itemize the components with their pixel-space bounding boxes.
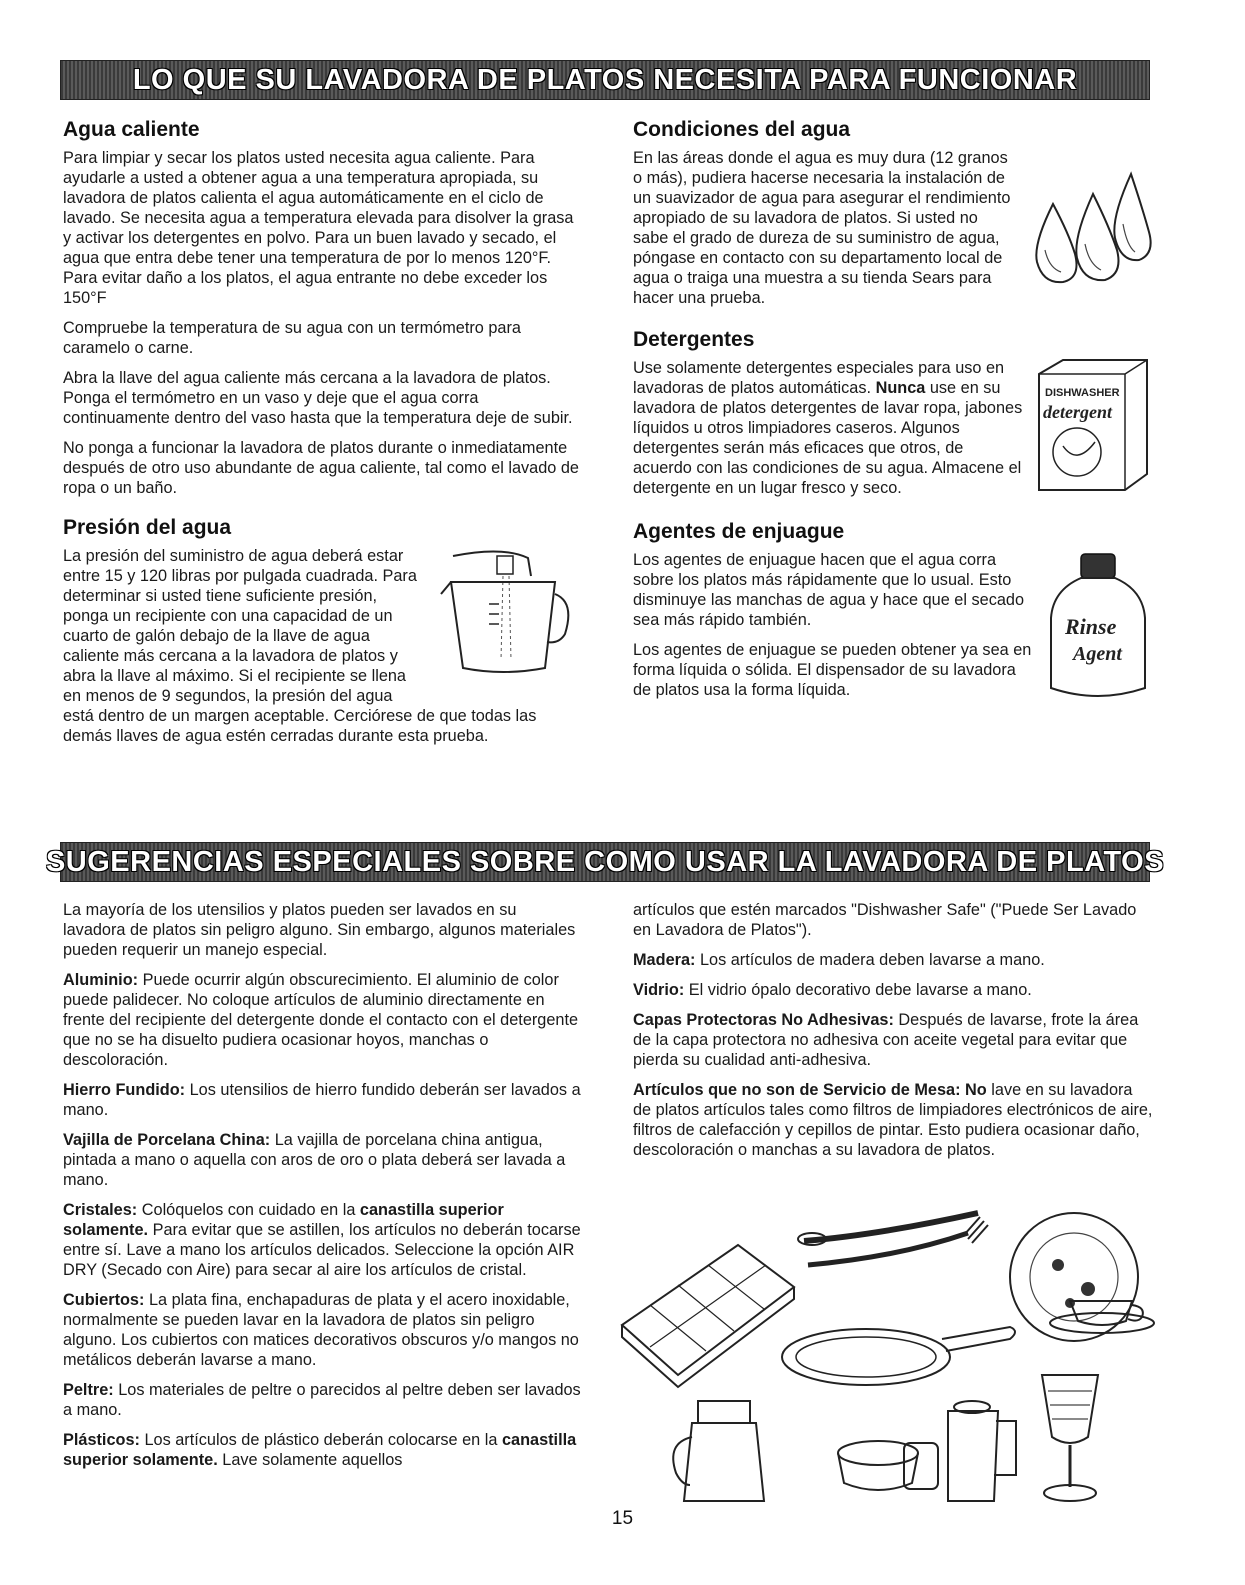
text: Los utensilios de hierro fundido deberán ser lavados a mano. bbox=[63, 1081, 581, 1119]
left-column-top bbox=[63, 118, 583, 756]
rinse-agent-bottle-illustration bbox=[1043, 548, 1153, 708]
bowls-icon bbox=[838, 1441, 938, 1490]
right-column-bottom bbox=[633, 900, 1153, 1170]
text: lave en su lavadora de platos artículos tales como filtros de limpiadores electrónicos de aire, filtros de calefacción y cepillos de pintar. Esto pudiera ocasionar daño, descoloración o manchas a su lavadora de platos. bbox=[633, 1081, 1153, 1159]
skillet-icon bbox=[782, 1327, 1015, 1385]
heading-condiciones: Condiciones del agua bbox=[633, 118, 851, 141]
paragraph-peltre bbox=[63, 1380, 583, 1420]
box-label-dishwasher: DISHWASHER bbox=[1045, 387, 1120, 399]
section-banner-needs bbox=[60, 60, 1150, 100]
bold-label: Cristales: bbox=[63, 1201, 138, 1219]
kitchenware-illustration bbox=[618, 1205, 1158, 1510]
bold-text: canastilla superior solamente. bbox=[63, 1431, 577, 1469]
paragraph-intro: La mayoría de los utensilios y platos pueden ser lavados en su lavadora de platos sin peligro alguno. Sin embargo, algunos materiales pueden requerir un manejo especial. bbox=[63, 901, 576, 959]
bold-label: Cubiertos: bbox=[63, 1291, 145, 1309]
banner-title: SUGERENCIAS ESPECIALES SOBRE COMO USAR LA LAVADORA DE PLATOS bbox=[45, 845, 1165, 878]
text: Lave solamente aquellos bbox=[222, 1451, 403, 1469]
left-column-bottom bbox=[63, 900, 583, 1480]
bold-text: Nunca bbox=[875, 379, 926, 397]
text: La plata fina, enchapaduras de plata y el acero inoxidable, normalmente se pueden lavar en la lavadora de platos sin peligro alguno. Los cubiertos con matices decorativos obscuros y/o mangos no metálicos deberán lavarse a mano. bbox=[63, 1291, 579, 1369]
paragraph: Compruebe la temperatura de su agua con un termómetro para caramelo o carne. bbox=[63, 319, 521, 357]
text: Puede ocurrir algún obscurecimiento. El aluminio de color puede palidecer. No coloque artículos de aluminio directamente en frente del recipiente del detergente donde el contacto con el detergente que no se ha disuelto pudiera ocasionar hoyos, manchas o descoloración. bbox=[63, 971, 579, 1069]
paragraph-capas bbox=[633, 1010, 1153, 1070]
bottle-label-rinse: Rinse bbox=[1065, 614, 1117, 639]
bold-label: Aluminio: bbox=[63, 971, 139, 989]
measuring-cup-illustration bbox=[433, 542, 583, 692]
bold-text: canastilla superior solamente. bbox=[63, 1201, 504, 1239]
pitcher-icon bbox=[948, 1401, 1016, 1501]
bold-label: Vidrio: bbox=[633, 981, 685, 999]
heading-detergentes: Detergentes bbox=[633, 328, 755, 351]
bold-label: Vajilla de Porcelana China: bbox=[63, 1131, 271, 1149]
paragraph-cubiertos bbox=[63, 1290, 583, 1370]
paragraph-madera bbox=[633, 950, 1153, 970]
bold-label: Plásticos: bbox=[63, 1431, 140, 1449]
teacup-icon bbox=[1050, 1301, 1154, 1333]
paragraph: En las áreas donde el agua es muy dura (12 granos o más), pudiera hacerse necesaria la instalación de un suavizador de agua para asegurar el rendimiento apropiado de su lavadora de platos. Si usted no sabe el grado de dureza de su suministro de agua, póngase en contacto con su departamento local de agua o traiga una muestra a su tienda Sears para hacer una prueba. bbox=[633, 149, 1011, 307]
paragraph: Los agentes de enjuague se pueden obtener ya sea en forma líquida o sólida. El dispensador de su lavadora de platos usa la forma líquida. bbox=[633, 641, 1032, 699]
banner-title: LO QUE SU LAVADORA DE PLATOS NECESITA PARA FUNCIONAR bbox=[132, 63, 1078, 96]
text: Los artículos de madera deben lavarse a mano. bbox=[699, 951, 1045, 969]
box-label-detergent: detergent bbox=[1043, 402, 1112, 422]
paragraph-cont: artículos que estén marcados "Dishwasher Safe" ("Puede Ser Lavado en Lavadora de Platos"). bbox=[633, 901, 1137, 939]
text: Para evitar que se astillen, los artículos no deberán tocarse entre sí. Lave a mano los artículos delicados. Seleccione la opción AIR DRY (Secado con Aire) para secar al aire los artículos de cristal. bbox=[63, 1221, 581, 1279]
right-column-top bbox=[633, 118, 1153, 710]
text: use en su lavadora de platos detergentes de lavar ropa, jabones líquidos u otros limpiadores caseros. Algunos detergentes serán más eficaces que otros, de acuerdo con las condiciones de su agua. Almacene el detergente en un lugar fresco y seco. bbox=[633, 379, 1023, 497]
bold-label: Capas Protectoras No Adhesivas: bbox=[633, 1011, 894, 1029]
heading-agua-caliente: Agua caliente bbox=[63, 118, 200, 141]
coffee-pot-icon bbox=[673, 1401, 764, 1501]
paragraph-cristales bbox=[63, 1200, 583, 1280]
paragraph: No ponga a funcionar la lavadora de platos durante o inmediatamente después de otro uso abundante de agua caliente, tal como el lavado de ropa o un baño. bbox=[63, 439, 579, 497]
bold-label: Hierro Fundido: bbox=[63, 1081, 186, 1099]
text: El vidrio ópalo decorativo debe lavarse a mano. bbox=[688, 981, 1032, 999]
section-banner-tips bbox=[45, 842, 1165, 882]
paragraph-aluminio bbox=[63, 970, 583, 1070]
heading-agentes: Agentes de enjuague bbox=[633, 520, 845, 543]
paragraph-articulos bbox=[633, 1080, 1153, 1160]
paragraph: Abra la llave del agua caliente más cercana a la lavadora de platos. Ponga el termómetro en un vaso y deje que el agua corra continuamente dentro del vaso hasta que la temperatura deje de subir. bbox=[63, 369, 573, 427]
heading-presion: Presión del agua bbox=[63, 516, 232, 539]
cutlery-icon bbox=[798, 1213, 988, 1265]
text: La vajilla de porcelana china antigua, pintada a mano o aquella con aros de oro o plata deberá ser lavada a mano. bbox=[63, 1131, 566, 1189]
paragraph: Para limpiar y secar los platos usted necesita agua caliente. Para ayudarle a usted a obtener agua a una temperatura apropiada, su lavadora de platos calienta el agua automáticamente en el ciclo de lavado. Se necesita agua a temperatura elevada para disolver la grasa y activar los detergentes en polvo. Para un buen lavado y secado, el agua que entra debe tener una temperatura de por lo menos 120°F. Para evitar daño a los platos, el agua entrante no debe exceder los 150°F bbox=[63, 149, 574, 307]
paragraph-hierro bbox=[63, 1080, 583, 1120]
paragraph-porcelana bbox=[63, 1130, 583, 1190]
bottle-label-agent: Agent bbox=[1073, 643, 1122, 665]
bold-label: Madera: bbox=[633, 951, 696, 969]
paragraph-plasticos bbox=[63, 1430, 583, 1470]
text: Después de lavarse, frote la área de la capa protectora no adhesiva con aceite vegetal para evitar que pierda su cualidad anti-adhesiva. bbox=[633, 1011, 1139, 1069]
ice-tray-icon bbox=[622, 1245, 794, 1387]
paragraph: Los agentes de enjuague hacen que el agua corra sobre los platos más rápidamente que lo usual. Esto disminuye las manchas de agua y hace que el secado sea más rápido también. bbox=[633, 551, 1024, 629]
paragraph: La presión del suministro de agua deberá estar entre 15 y 120 libras por pulgada cuadrada. Para determinar si usted tiene suficiente presión, ponga un recipiente con una capacidad de un cuarto de galón debajo de la llave de agua caliente más cercana a la lavadora de platos y abra la llave al máximo. Si el recipiente se llena en menos de 9 segundos, la presión del agua está dentro de un margen aceptable. Cerciórese de que todas las demás llaves de agua estén cerradas durante esta prueba. bbox=[63, 547, 537, 745]
paragraph-vidrio bbox=[633, 980, 1153, 1000]
text: Los artículos de plástico deberán colocarse en la bbox=[144, 1431, 498, 1449]
detergent-box-illustration bbox=[1033, 356, 1153, 496]
text: Use solamente detergentes especiales para uso en lavadoras de platos automáticas. bbox=[633, 359, 1005, 397]
bold-label: Peltre: bbox=[63, 1381, 114, 1399]
text: Los materiales de peltre o parecidos al peltre deben ser lavados a mano. bbox=[63, 1381, 581, 1419]
water-drops-illustration bbox=[1023, 154, 1153, 304]
text: Colóquelos con cuidado en la bbox=[141, 1201, 356, 1219]
bold-label: Artículos que no son de Servicio de Mesa: No bbox=[633, 1081, 987, 1099]
plate-icon bbox=[1010, 1213, 1138, 1341]
page-number: 15 bbox=[611, 1508, 634, 1529]
goblet-icon bbox=[1042, 1375, 1098, 1501]
